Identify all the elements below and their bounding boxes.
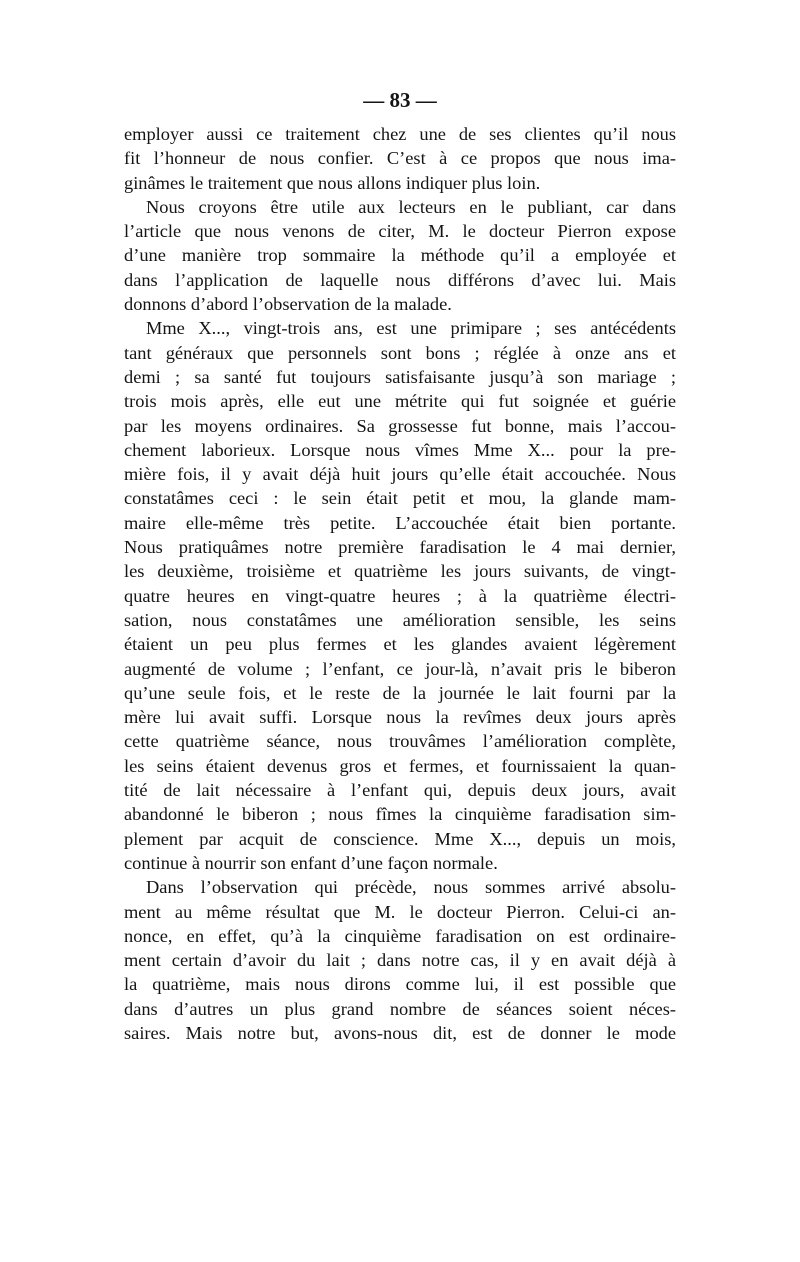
page-number: — 83 — — [363, 88, 437, 112]
text-line: par les moyens ordinaires. Sa grossesse fut bonne, mais l’accou- — [124, 415, 676, 436]
text-line: employer aussi ce traitement chez une de ses clientes qu’il nous — [124, 124, 676, 144]
text-line: donnons d’abord l’observation de la malade. — [124, 294, 452, 315]
text-line: qu’une seule fois, et le reste de la journée le lait fourni par la — [124, 682, 676, 703]
text-line: ginâmes le traitement que nous allons indiquer plus loin. — [124, 172, 541, 193]
body-text — [124, 122, 676, 1045]
text-line: Nous pratiquâmes notre première faradisation le 4 mai dernier, — [124, 537, 676, 558]
text-line: trois mois après, elle eut une métrite qui fut soignée et guérie — [124, 391, 676, 412]
text-line: sation, nous constatâmes une amélioration sensible, les seins — [124, 609, 676, 630]
text-line: dans d’autres un plus grand nombre de séances soient néces- — [124, 998, 676, 1019]
text-line: Mme X..., vingt-trois ans, est une primipare ; ses antécédents — [146, 318, 676, 339]
text-line: maire elle-même très petite. L’accouchée était bien portante. — [124, 512, 676, 533]
text-line: fit l’honneur de nous confier. C’est à ce propos que nous ima- — [124, 148, 676, 169]
text-line: augmenté de volume ; l’enfant, ce jour-là, n’avait pris le biberon — [124, 658, 676, 679]
text-line: saires. Mais notre but, avons-nous dit, est de donner le mode — [124, 1022, 676, 1043]
text-line: nonce, en effet, qu’à la cinquième faradisation on est ordinaire- — [124, 925, 676, 946]
text-line: mière fois, il y avait déjà huit jours qu’elle était accouchée. Nous — [124, 464, 676, 485]
text-line: continue à nourrir son enfant d’une façon normale. — [124, 852, 498, 873]
text-line: Nous croyons être utile aux lecteurs en le publiant, car dans — [146, 196, 676, 217]
text-line: abandonné le biberon ; nous fîmes la cinquième faradisation sim- — [124, 804, 676, 825]
text-line: Dans l’observation qui précède, nous sommes arrivé absolu- — [146, 877, 676, 898]
text-line: l’article que nous venons de citer, M. le docteur Pierron expose — [124, 221, 676, 242]
text-line: tant généraux que personnels sont bons ; réglée à onze ans et — [124, 342, 676, 363]
text-line: étaient un peu plus fermes et les glandes avaient légèrement — [124, 634, 676, 655]
text-line: mère lui avait suffi. Lorsque nous la revîmes deux jours après — [124, 707, 676, 728]
text-line: les deuxième, troisième et quatrième les jours suivants, de vingt- — [124, 561, 676, 582]
text-line: dans l’application de laquelle nous différons d’avec lui. Mais — [124, 269, 676, 290]
text-line: cette quatrième séance, nous trouvâmes l’amélioration complète, — [124, 731, 676, 752]
text-line: d’une manière trop sommaire la méthode qu’il a employée et — [124, 245, 676, 266]
text-line: les seins étaient devenus gros et fermes, et fournissaient la quan- — [124, 755, 676, 776]
text-line: plement par acquit de conscience. Mme X..., depuis un mois, — [124, 828, 676, 849]
text-line: la quatrième, mais nous dirons comme lui, il est possible que — [124, 974, 676, 995]
text-line: quatre heures en vingt-quatre heures ; à la quatrième électri- — [124, 585, 676, 606]
text-line: constatâmes ceci : le sein était petit et mou, la glande mam- — [124, 488, 676, 509]
text-line: chement laborieux. Lorsque nous vîmes Mme X... pour la pre- — [124, 439, 676, 460]
text-line: ment au même résultat que M. le docteur Pierron. Celui-ci an- — [124, 901, 676, 922]
text-line: demi ; sa santé fut toujours satisfaisante jusqu’à son mariage ; — [124, 366, 676, 387]
text-line: ment certain d’avoir du lait ; dans notre cas, il y en avait déjà à — [124, 950, 676, 971]
text-line: tité de lait nécessaire à l’enfant qui, depuis deux jours, avait — [124, 780, 676, 801]
